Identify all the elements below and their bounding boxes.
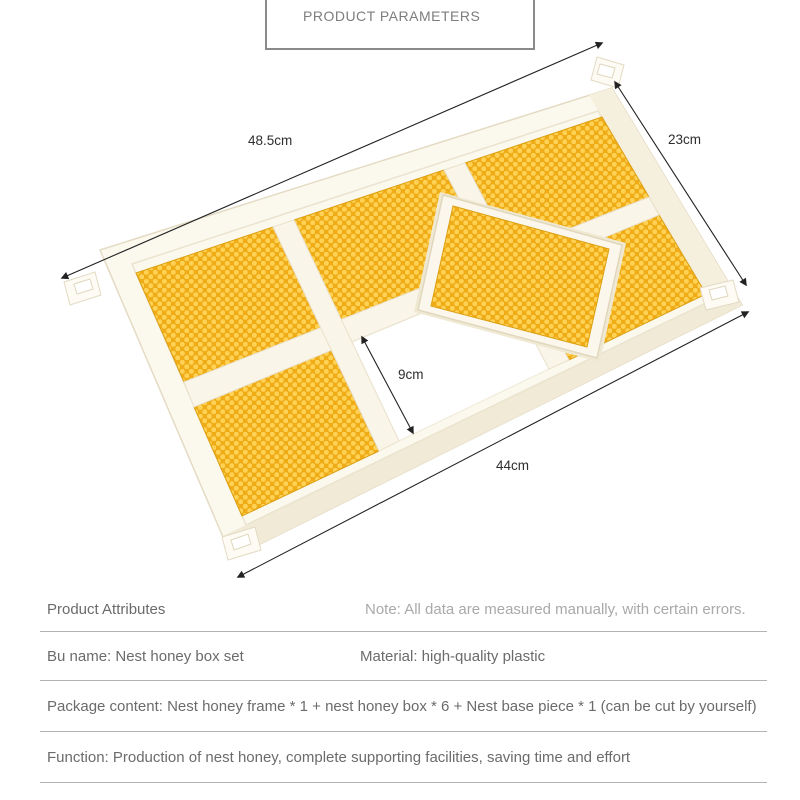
- measurement-note: Note: All data are measured manually, with certain errors.: [365, 601, 746, 618]
- table-header-row: [40, 588, 767, 632]
- nest-frame: [64, 57, 742, 560]
- section-title: Product Attributes: [47, 601, 166, 618]
- attribute-function: Function: Production of nest honey, complete supporting facilities, saving time and effort: [47, 748, 631, 766]
- dimension-label-inner-width: 44cm: [496, 458, 530, 473]
- table-row: [40, 732, 767, 783]
- table-row: [40, 681, 767, 732]
- dimension-label-frame-width: 48.5cm: [248, 133, 293, 148]
- table-row: [40, 632, 767, 681]
- page-title: PRODUCT PARAMETERS: [303, 8, 481, 24]
- attribute-package-content: Package content: Nest honey frame * 1 + nest honey box * 6 + Nest base piece * 1 (can be cut by yourself): [47, 697, 757, 715]
- dimension-label-frame-height: 23cm: [668, 132, 702, 147]
- attribute-name: Bu name: Nest honey box set: [47, 647, 244, 665]
- attributes-table: [40, 588, 767, 783]
- attribute-material: Material: high-quality plastic: [360, 647, 546, 665]
- dimension-label-cell-height: 9cm: [398, 367, 424, 382]
- product-parameters-badge: [265, 0, 535, 50]
